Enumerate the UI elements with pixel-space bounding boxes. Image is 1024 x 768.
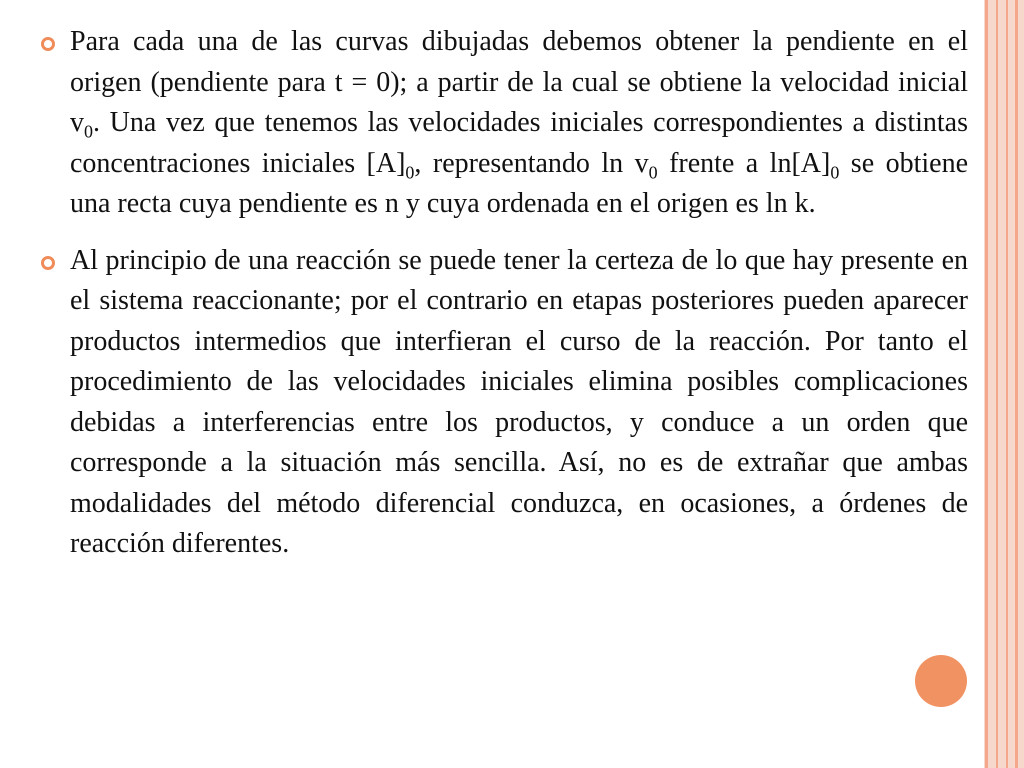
stripe-line — [1015, 0, 1018, 768]
circle-bullet-icon — [40, 255, 56, 271]
stripe-line — [985, 0, 988, 768]
cursor-highlight-dot — [915, 655, 967, 707]
bullet-paragraph-2 — [38, 241, 968, 565]
stripe-line — [1006, 0, 1008, 768]
paragraph-text: Al principio de una reacción se puede tener la certeza de lo que hay presente en el sistema reaccionante; por el contrario en etapas posteriores pueden aparecer productos intermedios que interfieran el curso de la reacción. Por tanto el procedimiento de las velocidades iniciales elimina posibles complicaciones debidas a interferencias entre los productos, y conduce a un orden que corresponde a la situación más sencilla. Así, no es de extrañar que ambas modalidades del método diferencial conduzca, en ocasiones, a órdenes de reacción diferentes. — [70, 244, 968, 559]
circle-bullet-icon — [40, 36, 56, 52]
stripe-line — [996, 0, 998, 768]
decorative-stripe-band — [984, 0, 1024, 768]
paragraph-text: Para cada una de las curvas dibujadas debemos obtener la pendiente en el origen (pendiente para t = 0); a partir de la cual se obtiene la velocidad inicial $v_0$. Una vez que tenemos las velocidades iniciales correspondientes a distintas concentraciones iniciales $[A]_0$, representando $\ln v_0$ frente a $\ln[A]_0$ se obtiene una recta cuya pendiente es n y cuya ordenada en el origen es ln k. — [70, 26, 968, 219]
slide-content — [38, 22, 968, 581]
bullet-paragraph-1 — [38, 22, 968, 225]
